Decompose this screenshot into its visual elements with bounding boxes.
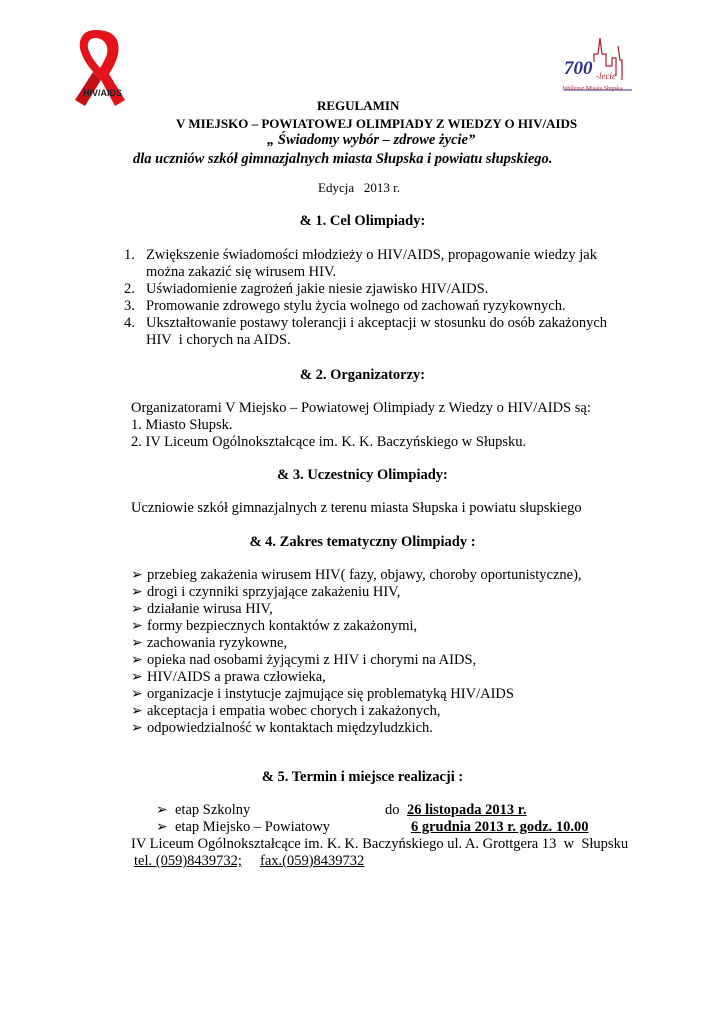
topic-item: opieka nad osobami żyjącymi z HIV i chorymi na AIDS, [147,652,477,668]
topic-item: organizacje i instytucje zajmujące się problematyką HIV/AIDS [147,686,514,702]
venue-address: IV Liceum Ogólnokształcące im. K. K. Baczyńskiego ul. A. Grottgera 13 w Słupsku [131,836,629,852]
goal-number: 4. [124,315,135,331]
goal-number: 3. [124,298,135,314]
jubilee-logo [560,36,636,98]
hiv-aids-logo [55,22,145,112]
arrow-bullet-icon: ➢ [156,820,168,835]
olympiad-motto: „ Świadomy wybór – zdrowe życie” [267,132,476,148]
olympiad-name: V MIEJSKO – POWIATOWEJ OLIMPIADY Z WIEDZY O HIV/AIDS [176,116,578,131]
goal-number: 2. [124,281,135,297]
topic-item: drogi i czynniki sprzyjające zakażeniu HIV, [147,584,401,600]
stage-city-date: 6 grudnia 2013 r. godz. 10.00 [411,819,589,835]
section-2-heading: & 2. Organizatorzy: [299,367,426,383]
section-1-heading: & 1. Cel Olimpiady: [299,213,426,229]
goal-text-cont: można zakazić się wirusem HIV. [146,264,337,280]
goal-text: Promowanie zdrowego stylu życia wolnego od zachowań ryzykownych. [146,298,566,314]
participants-text: Uczniowie szkół gimnazjalnych z terenu miasta Słupska i powiatu słupskiego [131,500,582,516]
goal-text: Zwiększenie świadomości młodzieży o HIV/AIDS, propagowanie wiedzy jak [146,247,597,263]
topic-item: akceptacja i empatia wobec chorych i zakażonych, [147,703,441,719]
arrow-bullet-icon: ➢ [131,602,143,617]
arrow-bullet-icon: ➢ [131,687,143,702]
jubilee-caption: Jubileusz Miasta Słupska [562,86,623,92]
organizers-intro: Organizatorami V Miejsko – Powiatowej Olimpiady z Wiedzy o HIV/AIDS są: [131,400,591,416]
edition: Edycja 2013 r. [318,180,400,195]
topic-item: działanie wirusa HIV, [147,601,273,617]
stage-school-date: 26 listopada 2013 r. [407,802,527,818]
section-5-heading: & 5. Termin i miejsce realizacji : [261,769,464,785]
topic-item: przebieg zakażenia wirusem HIV( fazy, objawy, choroby oportunistyczne), [147,567,582,583]
contact-phone: tel. (059)8439732; [134,853,242,869]
contact-fax: fax.(059)8439732 [260,853,365,869]
arrow-bullet-icon: ➢ [131,636,143,651]
arrow-bullet-icon: ➢ [131,721,143,736]
arrow-bullet-icon: ➢ [131,653,143,668]
arrow-bullet-icon: ➢ [131,619,143,634]
topic-item: formy bezpiecznych kontaktów z zakażonymi, [147,618,418,634]
stage-school-label: etap Szkolny [175,802,251,818]
topic-item: zachowania ryzykowne, [147,635,288,651]
goal-text: Ukształtowanie postawy tolerancji i akceptacji w stosunku do osób zakażonych [146,315,608,331]
organizer-item: 1. Miasto Słupsk. [131,417,233,433]
stage-city-label: etap Miejsko – Powiatowy [175,819,331,835]
document-title: REGULAMIN [317,98,400,113]
goal-number: 1. [124,247,135,263]
jubilee-number: 700 [564,58,593,79]
topic-item: odpowiedzialność w kontaktach międzyludzkich. [147,720,433,736]
section-3-heading: & 3. Uczestnicy Olimpiady: [277,467,448,483]
section-4-heading: & 4. Zakres tematyczny Olimpiady : [249,534,476,550]
olympiad-audience: dla uczniów szkół gimnazjalnych miasta Słupska i powiatu słupskiego. [133,151,553,167]
hiv-aids-logo-label: HIV/AIDS [83,88,123,98]
arrow-bullet-icon: ➢ [131,585,143,600]
arrow-bullet-icon: ➢ [156,803,168,818]
goal-text-cont: HIV i chorych na AIDS. [146,332,291,348]
jubilee-suffix: -lecie [596,71,616,81]
arrow-bullet-icon: ➢ [131,704,143,719]
arrow-bullet-icon: ➢ [131,670,143,685]
topic-item: HIV/AIDS a prawa człowieka, [147,669,326,685]
organizer-item: 2. IV Liceum Ogólnokształcące im. K. K. Baczyńskiego w Słupsku. [131,434,527,450]
arrow-bullet-icon: ➢ [131,568,143,583]
goal-text: Uświadomienie zagrożeń jakie niesie zjawisko HIV/AIDS. [146,281,489,297]
stage-school-prefix: do [385,802,400,818]
